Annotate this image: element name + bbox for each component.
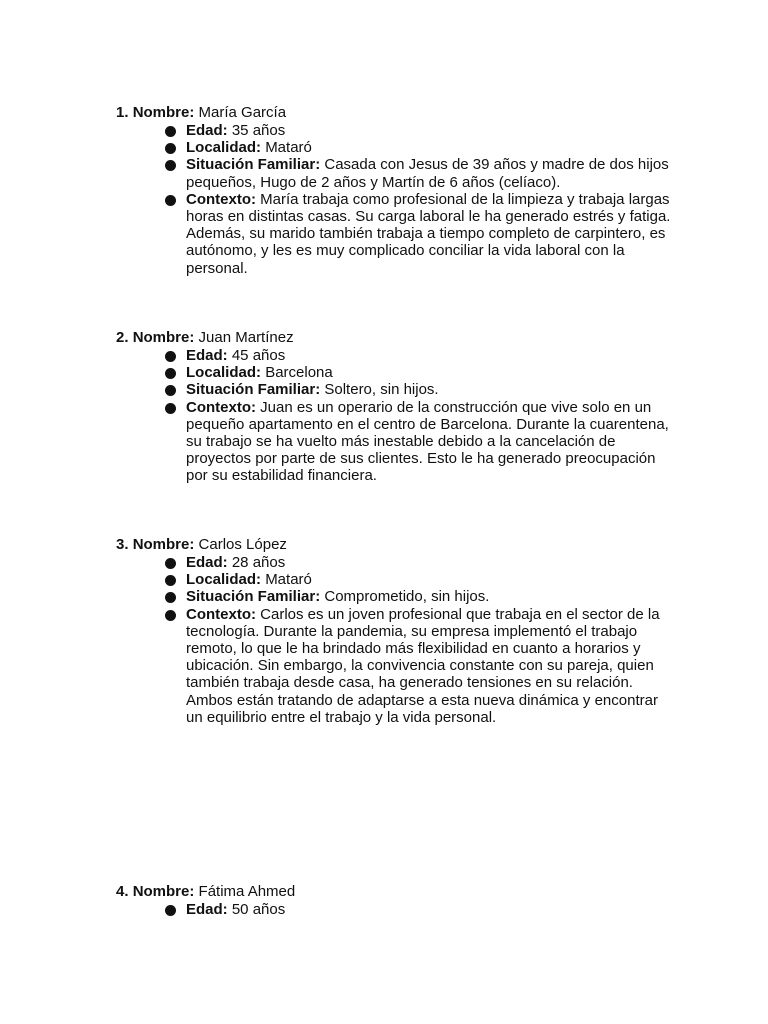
nombre-label: Nombre: (132, 883, 195, 900)
person-heading (116, 536, 696, 554)
field-contexto (116, 399, 696, 485)
person-number: 1. (116, 104, 129, 121)
field-localidad (116, 364, 696, 381)
bullet-icon (165, 575, 176, 586)
person-entry (116, 883, 696, 918)
edad-value: 50 años (231, 901, 286, 918)
bullet-icon (165, 368, 176, 379)
edad-value: 28 años (231, 554, 286, 571)
person-entry (116, 329, 696, 485)
localidad-value: Mataró (265, 571, 312, 589)
bullet-icon (165, 160, 176, 171)
person-heading (116, 104, 696, 122)
field-situacion (116, 381, 696, 398)
contexto-value: Juan es un operario de la construcción que vive solo en un pequeño apartamento en el centro de Barcelona. Durante la cuarentena, su trabajo se ha vuelto más inestable debido a la cancelación de proyectos por parte de sus clientes. Esto le ha generado preocupación por su estabilidad financiera. (186, 398, 669, 485)
edad-value: 45 años (231, 347, 286, 364)
field-edad (116, 554, 696, 571)
field-contexto (116, 606, 696, 726)
field-edad (116, 122, 696, 139)
person-heading (116, 329, 696, 347)
situacion-value: Casada con Jesus de 39 años y madre de dos hijos pequeños, Hugo de 2 años y Martín de 6 años (celíaco). (186, 156, 669, 191)
field-situacion (116, 588, 696, 605)
nombre-value: Fátima Ahmed (198, 883, 296, 900)
situacion-value: Comprometido, sin hijos. (324, 588, 490, 606)
field-edad (116, 901, 696, 918)
field-localidad (116, 139, 696, 156)
person-entry (116, 104, 696, 277)
nombre-value: Juan Martínez (198, 329, 294, 346)
localidad-label: Localidad: (186, 364, 262, 382)
bullet-icon (165, 385, 176, 396)
bullet-icon (165, 195, 176, 206)
edad-label: Edad: (186, 901, 228, 918)
person-fields (116, 347, 696, 485)
bullet-icon (165, 403, 176, 414)
situacion-label: Situación Familiar: (186, 381, 321, 399)
localidad-label: Localidad: (186, 139, 262, 157)
localidad-label: Localidad: (186, 571, 262, 589)
edad-label: Edad: (186, 554, 228, 571)
bullet-icon (165, 558, 176, 569)
bullet-icon (165, 905, 176, 916)
bullet-icon (165, 610, 176, 621)
person-heading (116, 883, 696, 901)
person-number: 4. (116, 883, 129, 900)
nombre-label: Nombre: (132, 104, 195, 121)
localidad-value: Mataró (265, 139, 312, 157)
situacion-value: Soltero, sin hijos. (324, 381, 439, 399)
localidad-value: Barcelona (265, 364, 333, 382)
field-edad (116, 347, 696, 364)
edad-value: 35 años (231, 122, 286, 139)
contexto-value: María trabaja como profesional de la limpieza y trabaja largas horas en distintas casas. Su carga laboral le ha generado estrés y fatiga. Además, su marido también trabaja a tiempo completo de carpintero, es autónomo, y les es muy complicado conciliar la vida laboral con la personal. (186, 190, 671, 277)
bullet-icon (165, 351, 176, 362)
contexto-label: Contexto: (186, 190, 256, 208)
contexto-value: Carlos es un joven profesional que trabaja en el sector de la tecnología. Durante la pandemia, su empresa implementó el trabajo remoto, lo que le ha brindado más flexibilidad en cuanto a horarios y ubicación. Sin embargo, la convivencia constante con su pareja, quien también trabaja desde casa, ha generado tensiones en su relación. Ambos están tratando de adaptarse a esta nueva dinámica y encontrar un equilibrio entre el trabajo y la vida personal. (186, 605, 660, 726)
field-situacion (116, 156, 696, 190)
edad-label: Edad: (186, 122, 228, 139)
person-fields (116, 554, 696, 726)
nombre-value: María García (198, 104, 287, 121)
person-fields (116, 901, 696, 918)
nombre-label: Nombre: (132, 536, 195, 553)
person-fields (116, 122, 696, 277)
situacion-label: Situación Familiar: (186, 156, 321, 174)
nombre-label: Nombre: (132, 329, 195, 346)
contexto-label: Contexto: (186, 398, 256, 416)
bullet-icon (165, 143, 176, 154)
bullet-icon (165, 126, 176, 137)
field-contexto (116, 191, 696, 277)
person-entry (116, 536, 696, 726)
situacion-label: Situación Familiar: (186, 588, 321, 606)
bullet-icon (165, 592, 176, 603)
person-number: 3. (116, 536, 129, 553)
field-localidad (116, 571, 696, 588)
person-number: 2. (116, 329, 129, 346)
edad-label: Edad: (186, 347, 228, 364)
contexto-label: Contexto: (186, 605, 256, 623)
nombre-value: Carlos López (198, 536, 287, 553)
